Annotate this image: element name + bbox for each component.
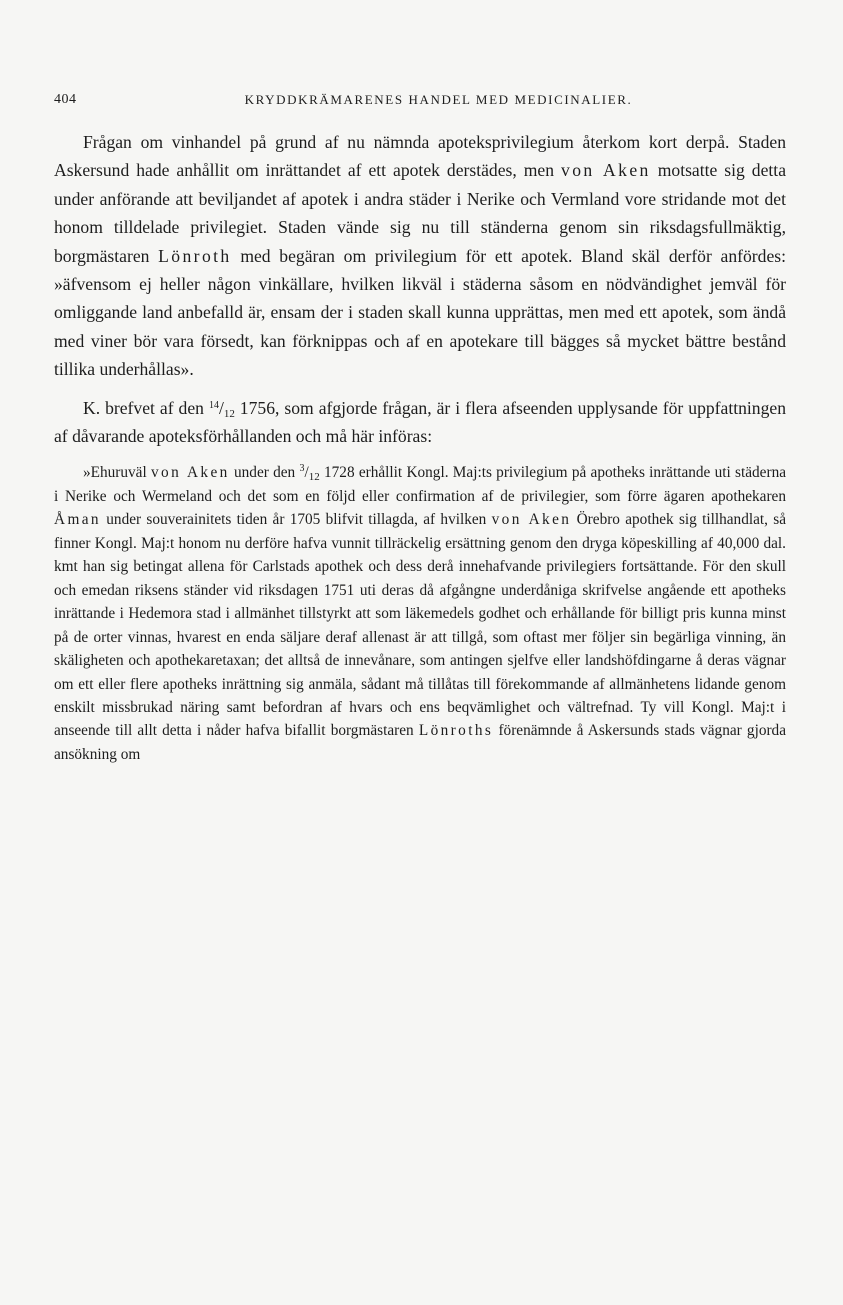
running-head: KRYDDKRÄMARENES HANDEL MED MEDICINALIER. (244, 92, 633, 107)
person-name: Lönroth (158, 245, 232, 266)
date-fraction: $^{14}/_{12}$ (208, 397, 235, 420)
person-name: Lönroths (418, 722, 494, 740)
person-name: von Aken (151, 464, 230, 482)
person-name: Åman (54, 511, 101, 529)
page-number: 404 (54, 92, 77, 107)
person-name: von Aken (491, 511, 572, 529)
person-name: von Aken (561, 160, 651, 181)
paragraph-royal-letter: K. brefvet af den $^{14}/_{12}$ 1756, som afgjorde frågan, är i flera afseenden upplysande för uppfattningen af dåvarande apoteksförhållanden och må här införas: (54, 397, 786, 447)
page-header (54, 92, 786, 114)
date-fraction: $^3/_{12}$ (299, 463, 320, 484)
paragraph-askersund-request: Frågan om vinhandel på grund af nu nämnda apoteksprivilegium återkom kort derpå. Staden Askersund hade anhållit om inrättandet af ett apotek derstädes, men von Aken motsatte sig detta under anförande att beviljandet af apotek i andra städer i Nerike och Vermland vore stridande mot det honom tilldelade privilegiet. Staden vände sig nu till ständerna genom sin riksdagsfullmäktig, borgmästaren Lönroth med begäran om privilegium för ett apotek. Bland skäl derför anfördes: »äfvensom ej heller någon vinkällare, hvilken likväl i städerna såsom en nödvändighet jemväl för omliggande land anbefalld är, ensam der i staden skall kunna upprättas, men med ett apotek, som ändå med viner bör vara försedt, kan förknippas och af en apotekare till bägges så mycket bättre bestånd tillika underhållas». (54, 132, 786, 380)
quoted-royal-letter: »Ehuruväl von Aken under den $^3/_{12}$ 1728 erhållit Kongl. Maj:ts privilegium på apotheks inrättande uti städerna i Nerike och Wermeland och det som en följd eller confirmation af de privilegier, som förre ägaren apothekaren Åman under souverainitets tiden år 1705 blifvit tillagda, af hvilken von Aken Örebro apothek sig tillhandlat, så finner Kongl. Maj:t honom nu derföre hafva vunnit tillräckelig ersättning genom den dryga köpeskilling af 40,000 dal. kmt han sig betingat allena för Carlstads apothek och dess derå innehafvande privilegiers fortsättande. För den skull och emedan riksens ständer vid riksdagen 1751 uti deras då afgångne underdåniga skrifvelse angående ett apotheks inrättande i Hedemora stad i allmänhet tillstyrkt att som läkemedels godhet och erhållande för billigt pris kunna minst på de orter vinnas, hvarest en enda säljare deraf allenast är att tillgå, som oftast mer följer sin begärliga vinning, än skäligheten och apothekaretaxan; det alltså de innevånare, som antingen sjelfve eller landshöfdingarne å deras vägnar om ett eller flere apotheks inrättning sig anmäla, sådant må tillåtas till förekommande af allmänhetens lidande genom enskilt missbrukad näring samt befordran af hvars och ens beqvämlighet och vältrefnad. Ty vill Kongl. Maj:t i anseende till allt detta i nåder hafva bifallit borgmästaren Lönroths förenämnde å Askersunds stads vägnar gjorda ansökning om (54, 463, 787, 763)
body-text (54, 128, 786, 766)
